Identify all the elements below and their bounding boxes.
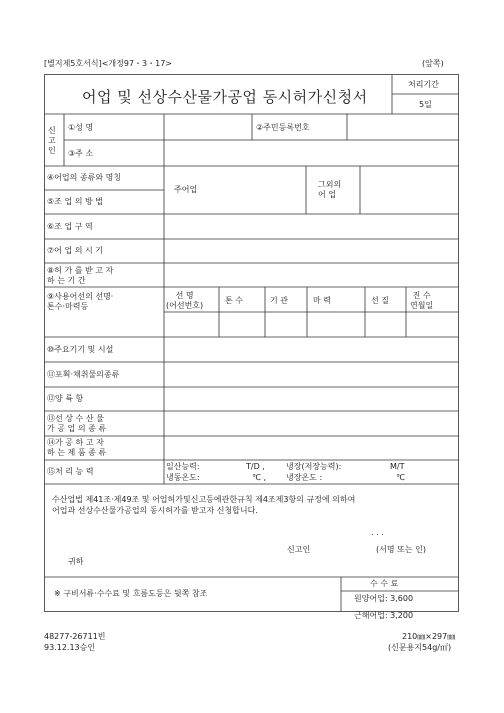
processing-type-label: ⑬선 상 수 산 물 가 공 업 의 종 류 [47, 414, 107, 433]
engine-column: 기 관 [270, 296, 288, 305]
launch-date-column: 진 수 연월일 [410, 291, 434, 310]
material-column: 선 질 [371, 296, 389, 305]
paper-type: (신문용지54g/㎡) [388, 643, 452, 652]
fishing-area-label: ⑥조 업 구 역 [47, 222, 93, 231]
signature-label: (서명 또는 인) [376, 545, 426, 554]
permit-period-label: ⑧허 가 를 받 고 자 하 는 기 간 [47, 266, 114, 285]
main-fishery-label: 주어업 [174, 185, 198, 194]
name-field[interactable] [165, 115, 251, 139]
page-side: (앞쪽) [422, 59, 444, 68]
other-fishery-field[interactable] [361, 167, 458, 213]
resident-number-label: ②주민등록번호 [256, 123, 310, 132]
signer-label: 신고인 [287, 545, 311, 554]
approval-date: 93.12.13승인 [44, 643, 96, 652]
fishing-season-field[interactable] [165, 240, 458, 262]
vessel-label: ⑨사용어선의 선명· 톤수·마력등 [47, 292, 114, 311]
fee-label: 수 수 료 [370, 579, 399, 588]
horsepower-column: 마 력 [313, 296, 331, 305]
fee-coastal: 근해어업: 3,200 [354, 611, 414, 620]
main-fishery-field[interactable] [165, 167, 305, 213]
resident-number-field[interactable] [348, 115, 458, 139]
processing-period-label: 처리기간 [408, 80, 439, 89]
permit-period-field[interactable] [165, 264, 458, 286]
catch-type-label: ⑪포획·채취물의종류 [47, 370, 120, 379]
date-marks: . . . [371, 528, 384, 537]
main-equipment-label: ⑩주요기기 및 시설 [47, 345, 114, 354]
form-code: 48277-26711빈 [44, 632, 106, 641]
vessel-details-field[interactable] [165, 313, 458, 336]
page-title: 어업 및 선상수산물가공업 동시허가신청서 [82, 88, 368, 106]
storage-capacity-unit: M/T [390, 462, 405, 471]
main-equipment-field[interactable] [165, 338, 458, 361]
fishing-method-label: ⑤조 업 의 방 법 [47, 197, 103, 206]
paper-size: 210㎜×297㎜ [402, 632, 456, 641]
applicant-group-label: 신 고 인 [48, 126, 56, 155]
footer-note: ※ 구비서류·수수료 및 흐름도등은 뒷쪽 참조 [54, 589, 208, 598]
vessel-name-column: 선 명 (어선번호) [166, 291, 204, 310]
other-fishery-label: 그외의 어 업 [318, 180, 342, 199]
fee-offshore: 원양어업: 3,600 [354, 594, 414, 603]
capacity-label: ⑮처 리 능 력 [47, 467, 94, 476]
application-statement: 수산업법 제41조·제49조 및 어업허가및신고등에관한규칙 제4조제3항의 규정에 의하여 어업과 선상수산물가공업의 동시허가를 받고자 신청합니다. [52, 495, 356, 515]
cold-temp-label: 냉장온도 : [286, 473, 323, 482]
processed-products-field[interactable] [165, 437, 458, 459]
freeze-temp-unit: ℃ , [252, 473, 267, 482]
landing-port-label: ⑫양 륙 항 [47, 394, 84, 403]
fishing-area-field[interactable] [165, 215, 458, 238]
daily-capacity-label: 일산능력: [166, 462, 200, 471]
processing-period-value: 5일 [419, 100, 432, 109]
fishing-season-label: ⑦어 업 의 시 기 [47, 246, 103, 255]
fishery-type-label: ④어업의 종류와 명칭 [47, 173, 122, 182]
landing-port-field[interactable] [165, 388, 458, 410]
processing-type-field[interactable] [165, 412, 458, 435]
form-reference: [별지제5호서식]<개정97・3・17> [44, 59, 173, 68]
tonnage-column: 톤 수 [225, 296, 243, 305]
freeze-temp-label: 냉동온도: [166, 473, 200, 482]
processed-products-label: ⑭가 공 하 고 자 하 는 제 품 종 류 [47, 438, 107, 457]
addressee-label: 귀하 [68, 557, 84, 566]
daily-capacity-unit: T/D , [246, 462, 265, 471]
address-label: ③주 소 [68, 149, 94, 158]
cold-temp-unit: ℃ [396, 473, 405, 482]
address-field[interactable] [165, 141, 458, 165]
catch-type-field[interactable] [165, 363, 458, 386]
storage-capacity-label: 냉장(저장능력): [286, 462, 342, 471]
name-label: ①성 명 [68, 123, 94, 132]
